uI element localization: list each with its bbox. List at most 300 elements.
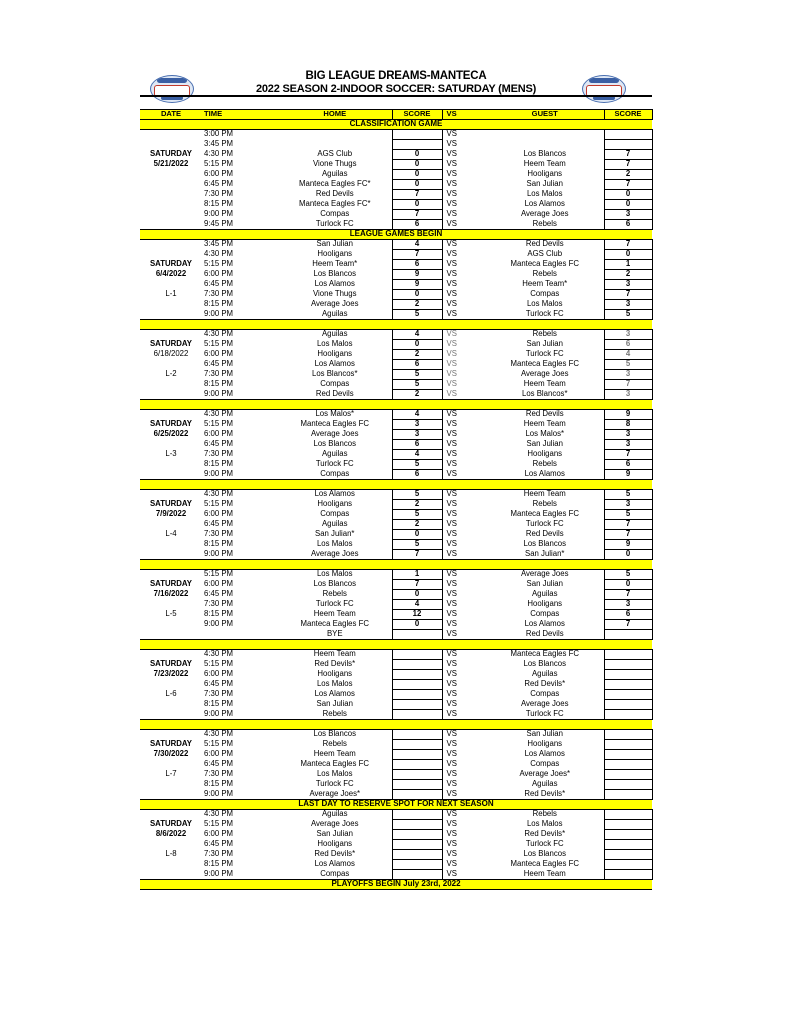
- home-score: 4: [392, 410, 442, 420]
- guest-score: 8: [604, 420, 652, 430]
- game-row: [140, 360, 652, 370]
- guest-team: Turlock FC: [525, 709, 564, 718]
- game-row: [140, 430, 652, 440]
- guest-score: 9: [604, 410, 652, 420]
- guest-team: Compas: [530, 609, 560, 619]
- game-date: [140, 130, 202, 140]
- guest-score: [604, 670, 652, 680]
- guest-score: 6: [604, 610, 652, 620]
- game-row: [140, 810, 652, 820]
- section-separator: [140, 320, 652, 330]
- vs-label: VS: [446, 659, 457, 669]
- home-score: [392, 140, 442, 150]
- game-time: 9:45 PM: [204, 219, 234, 228]
- guest-score: [604, 710, 652, 720]
- guest-score: 1: [604, 260, 652, 270]
- guest-score: 3: [604, 430, 652, 440]
- guest-score: 3: [604, 330, 652, 340]
- vs-label: VS: [446, 739, 457, 749]
- game-time: 7:30 PM: [204, 369, 234, 379]
- vs-label: VS: [446, 199, 457, 209]
- game-date: [140, 680, 202, 690]
- game-time: 9:00 PM: [204, 469, 234, 478]
- vs-label: VS: [446, 609, 457, 619]
- home-score: 1: [392, 570, 442, 580]
- home-team: Average Joes: [310, 429, 359, 439]
- vs-label: VS: [446, 779, 457, 789]
- home-score: 9: [392, 270, 442, 280]
- game-row: [140, 660, 652, 670]
- guest-team: Red Devils*: [524, 829, 566, 839]
- guest-team: Hooligans: [527, 599, 563, 609]
- home-team: Average Joes: [310, 299, 359, 309]
- game-date: 7/9/2022: [155, 509, 187, 519]
- game-row: [140, 490, 652, 500]
- guest-score: [604, 680, 652, 690]
- guest-score: 7: [604, 290, 652, 300]
- game-date: SATURDAY: [149, 419, 193, 429]
- game-time: 7:30 PM: [204, 849, 234, 859]
- home-score: [392, 780, 442, 790]
- game-time: 7:30 PM: [204, 449, 234, 459]
- game-time: 4:30 PM: [204, 329, 234, 339]
- home-team: AGS Club: [317, 149, 353, 159]
- guest-score: 7: [604, 530, 652, 540]
- home-team: Aguilas: [321, 329, 348, 339]
- guest-team: Red Devils*: [524, 789, 566, 798]
- guest-score: 3: [604, 370, 652, 380]
- column-header: VS: [442, 110, 486, 120]
- vs-label: VS: [446, 489, 457, 499]
- game-time: 4:30 PM: [204, 729, 234, 739]
- game-date: L-2: [165, 369, 177, 379]
- home-score: 2: [392, 500, 442, 510]
- home-team: Compas: [320, 379, 350, 389]
- game-time: 5:15 PM: [204, 659, 234, 669]
- home-team: San Julian: [316, 239, 353, 249]
- vs-label: VS: [446, 709, 457, 718]
- vs-label: VS: [446, 209, 457, 219]
- game-row: [140, 680, 652, 690]
- home-score: 0: [392, 160, 442, 170]
- guest-score: 7: [604, 150, 652, 160]
- guest-team: Average Joes*: [519, 769, 571, 779]
- guest-score: 3: [604, 300, 652, 310]
- game-row: [140, 870, 652, 880]
- guest-score: 7: [604, 240, 652, 250]
- game-date: [140, 170, 202, 180]
- game-date: [140, 200, 202, 210]
- home-team: Hooligans: [317, 499, 353, 509]
- game-time: 8:15 PM: [204, 379, 234, 389]
- game-date: [140, 180, 202, 190]
- game-date: SATURDAY: [149, 259, 193, 269]
- guest-score: [604, 870, 652, 880]
- guest-score: [604, 860, 652, 870]
- guest-team: San Julian*: [525, 549, 565, 558]
- game-row: [140, 840, 652, 850]
- game-date: SATURDAY: [149, 819, 193, 829]
- guest-score: 6: [604, 340, 652, 350]
- vs-label: VS: [446, 629, 457, 638]
- guest-team: [486, 140, 604, 150]
- game-row: [140, 630, 652, 640]
- home-team: Turlock FC: [315, 219, 354, 228]
- column-header: TIME: [202, 110, 278, 120]
- home-score: [392, 650, 442, 660]
- home-score: 5: [392, 490, 442, 500]
- home-team: Los Malos*: [315, 409, 355, 419]
- vs-label: VS: [446, 239, 457, 249]
- game-time: 7:30 PM: [204, 599, 234, 609]
- home-score: 2: [392, 300, 442, 310]
- home-team: San Julian*: [315, 529, 355, 539]
- game-time: 9:00 PM: [204, 869, 234, 878]
- game-date: [140, 210, 202, 220]
- home-team: Hooligans: [317, 839, 353, 849]
- vs-label: VS: [446, 569, 457, 579]
- game-date: [140, 310, 202, 320]
- home-team: Manteca Eagles FC*: [298, 199, 371, 209]
- home-team: Rebels: [322, 709, 347, 718]
- home-team: Aguilas: [321, 519, 348, 529]
- guest-team: Rebels: [532, 329, 557, 339]
- home-score: [392, 630, 442, 640]
- game-time: 9:00 PM: [204, 789, 234, 798]
- game-row: [140, 200, 652, 210]
- guest-team: Heem Team: [523, 489, 566, 499]
- game-time: 6:45 PM: [204, 359, 234, 369]
- home-score: 0: [392, 340, 442, 350]
- game-time: 8:15 PM: [204, 459, 234, 469]
- home-score: [392, 730, 442, 740]
- home-team: Los Blancos: [313, 269, 356, 279]
- guest-score: [604, 790, 652, 800]
- column-header: SCORE: [604, 110, 652, 120]
- game-time: 8:15 PM: [204, 539, 234, 549]
- guest-score: 3: [604, 390, 652, 400]
- schedule-table: [140, 109, 653, 890]
- game-row: [140, 710, 652, 720]
- home-team: Aguilas: [321, 309, 348, 318]
- home-score: [392, 820, 442, 830]
- guest-team: Los Alamos: [524, 619, 565, 629]
- game-row: [140, 700, 652, 710]
- game-row: [140, 260, 652, 270]
- game-time: 9:00 PM: [204, 389, 234, 398]
- game-date: [140, 710, 202, 720]
- game-row: [140, 860, 652, 870]
- guest-team: Compas: [530, 289, 560, 299]
- guest-score: 3: [604, 280, 652, 290]
- guest-score: 0: [604, 580, 652, 590]
- guest-team: Heem Team: [523, 159, 566, 169]
- game-row: [140, 240, 652, 250]
- home-team: Los Malos: [316, 769, 353, 779]
- vs-label: VS: [446, 419, 457, 429]
- game-row: [140, 670, 652, 680]
- guest-team: Aguilas: [531, 779, 558, 789]
- vs-label: VS: [446, 429, 457, 439]
- vs-label: VS: [446, 819, 457, 829]
- vs-label: VS: [446, 409, 457, 419]
- home-score: 6: [392, 440, 442, 450]
- game-row: [140, 470, 652, 480]
- game-time: 6:45 PM: [204, 589, 234, 599]
- guest-team: Red Devils: [525, 239, 564, 249]
- home-score: 6: [392, 470, 442, 480]
- home-score: 7: [392, 250, 442, 260]
- vs-label: VS: [446, 679, 457, 689]
- home-score: [392, 130, 442, 140]
- game-row: [140, 850, 652, 860]
- home-score: 0: [392, 180, 442, 190]
- home-team: Red Devils*: [314, 659, 356, 669]
- game-time: 6:45 PM: [204, 679, 234, 689]
- home-team: Red Devils: [315, 389, 354, 398]
- guest-score: 7: [604, 160, 652, 170]
- guest-team: San Julian: [526, 339, 563, 349]
- page-title: BIG LEAGUE DREAMS-MANTECA: [305, 70, 487, 82]
- home-score: [392, 670, 442, 680]
- game-date: L-5: [165, 609, 177, 619]
- game-date: 5/21/2022: [153, 159, 189, 169]
- home-team: Los Alamos: [314, 279, 355, 289]
- guest-score: [604, 820, 652, 830]
- game-time: 8:15 PM: [204, 199, 234, 209]
- home-score: 5: [392, 540, 442, 550]
- game-time: 6:00 PM: [204, 829, 234, 839]
- home-team: Hooligans: [317, 349, 353, 359]
- game-time: 6:00 PM: [204, 509, 234, 519]
- game-date: [140, 650, 202, 660]
- home-score: 4: [392, 240, 442, 250]
- vs-label: VS: [446, 369, 457, 379]
- guest-team: Rebels: [532, 269, 557, 279]
- guest-team: Los Alamos: [524, 749, 565, 759]
- game-time: 3:45 PM: [204, 139, 234, 149]
- section-banner-text: CLASSIFICATION GAME: [140, 120, 652, 130]
- home-score: 4: [392, 330, 442, 340]
- guest-score: [604, 740, 652, 750]
- guest-team: Heem Team*: [522, 279, 568, 289]
- home-score: 9: [392, 280, 442, 290]
- guest-score: 5: [604, 310, 652, 320]
- game-date: L-4: [165, 529, 177, 539]
- vs-label: VS: [446, 749, 457, 759]
- game-row: [140, 170, 652, 180]
- home-score: [392, 680, 442, 690]
- home-team: Los Malos: [316, 539, 353, 549]
- vs-label: VS: [446, 259, 457, 269]
- game-date: [140, 390, 202, 400]
- section-banner-text: LAST DAY TO RESERVE SPOT FOR NEXT SEASON: [140, 800, 652, 810]
- game-row: [140, 180, 652, 190]
- game-row: [140, 220, 652, 230]
- home-team: Los Blancos: [313, 439, 356, 449]
- home-team: Aguilas: [321, 449, 348, 459]
- guest-team: Hooligans: [527, 169, 563, 179]
- home-team: BYE: [326, 629, 343, 638]
- guest-team: Heem Team: [523, 869, 566, 878]
- game-date: L-3: [165, 449, 177, 459]
- game-date: [140, 470, 202, 480]
- home-score: [392, 750, 442, 760]
- vs-label: VS: [446, 439, 457, 449]
- vs-label: VS: [446, 849, 457, 859]
- game-time: 7:30 PM: [204, 529, 234, 539]
- guest-team: Manteca Eagles FC: [510, 359, 579, 369]
- vs-label: VS: [446, 509, 457, 519]
- game-row: [140, 820, 652, 830]
- game-time: 7:30 PM: [204, 189, 234, 199]
- guest-score: 7: [604, 590, 652, 600]
- home-score: 0: [392, 590, 442, 600]
- game-date: [140, 600, 202, 610]
- game-time: 5:15 PM: [204, 159, 234, 169]
- guest-team: San Julian: [526, 579, 563, 589]
- separator-bar: [140, 560, 652, 570]
- game-date: SATURDAY: [149, 739, 193, 749]
- vs-label: VS: [446, 189, 457, 199]
- vs-label: VS: [446, 759, 457, 769]
- game-row: [140, 500, 652, 510]
- guest-score: [604, 850, 652, 860]
- game-time: 8:15 PM: [204, 299, 234, 309]
- game-date: [140, 860, 202, 870]
- home-score: 2: [392, 390, 442, 400]
- vs-label: VS: [446, 669, 457, 679]
- guest-score: 7: [604, 520, 652, 530]
- game-date: [140, 790, 202, 800]
- game-row: [140, 390, 652, 400]
- game-time: 6:00 PM: [204, 269, 234, 279]
- game-row: [140, 570, 652, 580]
- home-team: Manteca Eagles FC*: [298, 179, 371, 189]
- section-banner-text: LEAGUE GAMES BEGIN: [140, 230, 652, 240]
- home-team: Aguilas: [321, 809, 348, 819]
- home-team: Los Alamos: [314, 359, 355, 369]
- guest-team: San Julian: [526, 729, 563, 739]
- game-row: [140, 340, 652, 350]
- vs-label: VS: [446, 829, 457, 839]
- home-team: Turlock FC: [315, 459, 354, 469]
- game-row: [140, 250, 652, 260]
- guest-score: 4: [604, 350, 652, 360]
- game-row: [140, 410, 652, 420]
- guest-team: [486, 130, 604, 140]
- guest-team: Compas: [530, 689, 560, 699]
- home-score: 7: [392, 190, 442, 200]
- section-separator: [140, 560, 652, 570]
- footer-text: PLAYOFFS BEGIN July 23rd, 2022: [140, 880, 652, 890]
- game-time: 6:00 PM: [204, 429, 234, 439]
- guest-score: [604, 700, 652, 710]
- game-row: [140, 580, 652, 590]
- game-row: [140, 450, 652, 460]
- vs-label: VS: [446, 469, 457, 478]
- vs-label: VS: [446, 459, 457, 469]
- game-date: [140, 280, 202, 290]
- home-team: Average Joes: [310, 549, 359, 558]
- home-score: [392, 810, 442, 820]
- guest-score: [604, 730, 652, 740]
- guest-score: 3: [604, 600, 652, 610]
- home-team: Compas: [320, 469, 350, 478]
- game-time: 6:00 PM: [204, 669, 234, 679]
- guest-score: [604, 780, 652, 790]
- guest-team: Aguilas: [531, 669, 558, 679]
- home-score: 0: [392, 530, 442, 540]
- vs-label: VS: [446, 169, 457, 179]
- game-time: 8:15 PM: [204, 859, 234, 869]
- home-team: Turlock FC: [315, 599, 354, 609]
- page-subtitle: 2022 SEASON 2-INDOOR SOCCER: SATURDAY (MENS): [255, 83, 537, 95]
- game-date: 7/16/2022: [153, 589, 189, 599]
- game-row: [140, 750, 652, 760]
- game-date: [140, 250, 202, 260]
- game-row: [140, 550, 652, 560]
- game-row: [140, 160, 652, 170]
- game-date: [140, 780, 202, 790]
- vs-label: VS: [446, 449, 457, 459]
- home-team: Los Malos: [316, 339, 353, 349]
- game-date: 6/18/2022: [153, 349, 189, 359]
- vs-label: VS: [446, 869, 457, 878]
- guest-team: Manteca Eagles FC: [510, 859, 579, 869]
- home-team: Compas: [320, 869, 350, 878]
- guest-score: 7: [604, 450, 652, 460]
- column-header: HOME: [278, 110, 392, 120]
- vs-label: VS: [446, 839, 457, 849]
- game-time: 3:00 PM: [204, 129, 234, 139]
- game-time: [202, 630, 278, 640]
- vs-label: VS: [446, 379, 457, 389]
- game-row: [140, 770, 652, 780]
- home-team: Manteca Eagles FC: [300, 619, 369, 629]
- guest-score: 3: [604, 500, 652, 510]
- game-time: 5:15 PM: [204, 499, 234, 509]
- guest-team: Hooligans: [527, 739, 563, 749]
- vs-label: VS: [446, 579, 457, 589]
- home-score: 7: [392, 210, 442, 220]
- game-date: [140, 730, 202, 740]
- game-date: 6/4/2022: [155, 269, 187, 279]
- game-row: [140, 600, 652, 610]
- guest-score: 2: [604, 170, 652, 180]
- guest-score: 3: [604, 210, 652, 220]
- guest-score: [604, 130, 652, 140]
- game-row: [140, 140, 652, 150]
- home-score: 4: [392, 600, 442, 610]
- home-score: 12: [392, 610, 442, 620]
- home-team: Vione Thugs: [313, 159, 357, 169]
- guest-team: Compas: [530, 759, 560, 769]
- home-team: Red Devils*: [314, 849, 356, 859]
- game-row: [140, 740, 652, 750]
- vs-label: VS: [446, 789, 457, 798]
- guest-score: 0: [604, 200, 652, 210]
- section-separator: [140, 400, 652, 410]
- home-score: 4: [392, 450, 442, 460]
- game-time: 7:30 PM: [204, 289, 234, 299]
- game-date: [140, 190, 202, 200]
- vs-label: VS: [446, 729, 457, 739]
- vs-label: VS: [446, 359, 457, 369]
- game-row: [140, 350, 652, 360]
- home-team: Los Blancos: [313, 579, 356, 589]
- game-time: 6:00 PM: [204, 749, 234, 759]
